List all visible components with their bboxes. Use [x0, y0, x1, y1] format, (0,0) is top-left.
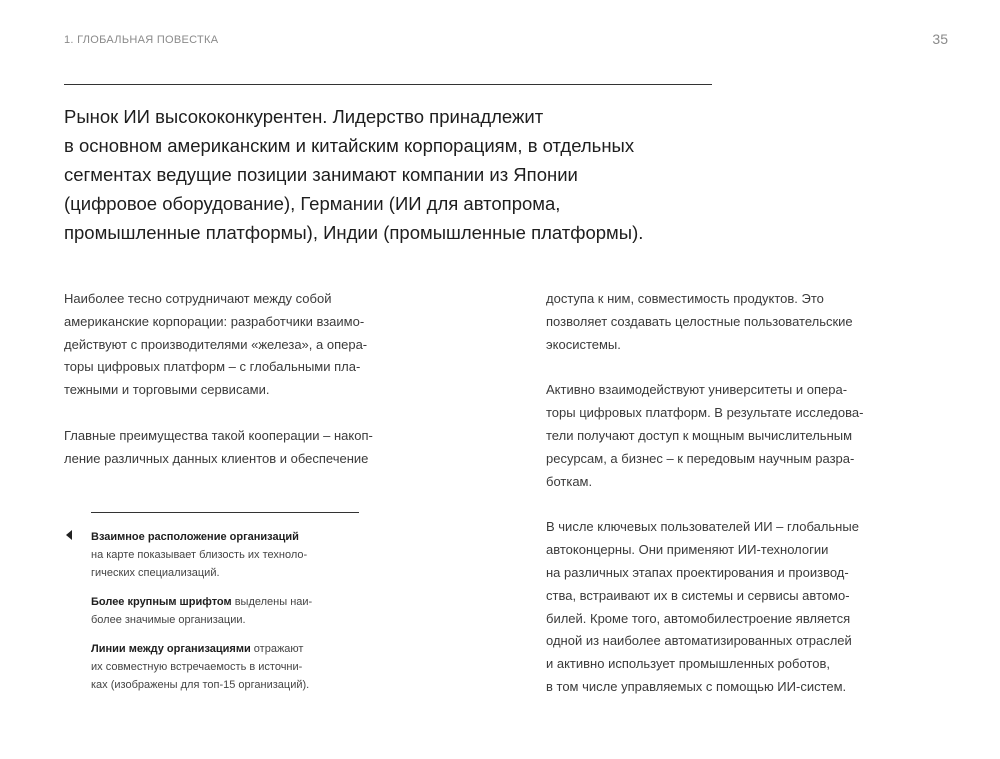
- text-line: тежными и торговыми сервисами.: [64, 382, 270, 398]
- lead-line: (цифровое оборудование), Германии (ИИ для автопрома,: [64, 193, 561, 214]
- legend-item-title: Линии между организациями: [91, 643, 251, 655]
- text-line: ление различных данных клиентов и обеспечение: [64, 450, 369, 466]
- text-line: [91, 593, 381, 611]
- text-line: ресурсам, а бизнес – к передовым научным разра-: [546, 450, 855, 466]
- text-line: гических специализаций.: [91, 567, 220, 579]
- body-paragraph: [64, 288, 464, 402]
- text-line: в том числе управляемых с помощью ИИ-систем.: [546, 678, 847, 694]
- text-line: их совместную встречаемость в источни-: [91, 661, 303, 673]
- text-line: торы цифровых платформ – с глобальными пла-: [64, 359, 361, 375]
- text-line: на карте показывает близость их техноло-: [91, 549, 308, 561]
- text-line: тели получают доступ к мощным вычислительным: [546, 427, 853, 443]
- legend-item-text: выделены наи-: [231, 596, 313, 608]
- left-column: [64, 288, 464, 494]
- text-line: на различных этапах проектирования и производ-: [546, 564, 849, 580]
- divider: [64, 84, 712, 85]
- text-line: Активно взаимодействуют университеты и опера-: [546, 382, 848, 398]
- legend-item-title: Более крупным шрифтом: [91, 596, 232, 608]
- page-number: 35: [932, 31, 948, 47]
- body-paragraph: [64, 425, 464, 471]
- legend-item: [91, 528, 381, 582]
- text-line: торы цифровых платформ. В результате исследова-: [546, 405, 864, 421]
- legend-divider: [91, 512, 359, 513]
- right-column: [546, 288, 946, 722]
- body-paragraph: [546, 288, 946, 356]
- lead-line: в основном американским и китайским корпорациям, в отдельных: [64, 135, 635, 156]
- text-line: [91, 640, 381, 658]
- lead-line: промышленные платформы), Индии (промышленные платформы).: [64, 222, 644, 243]
- legend-item-text: отражают: [250, 643, 304, 655]
- legend-item: [91, 640, 381, 694]
- text-line: действуют с производителями «железа», а опера-: [64, 336, 368, 352]
- text-line: автоконцерны. Они применяют ИИ-технологии: [546, 542, 829, 558]
- triangle-left-icon: [66, 530, 72, 540]
- text-line: билей. Кроме того, автомобилестроение является: [546, 610, 851, 626]
- text-line: ства, встраивают их в системы и сервисы автомо-: [546, 587, 850, 603]
- legend-item: [91, 593, 381, 629]
- body-paragraph: [546, 379, 946, 493]
- text-line: доступа к ним, совместимость продуктов. Это: [546, 291, 824, 306]
- map-legend: [91, 528, 381, 705]
- text-line: одной из наиболее автоматизированных отраслей: [546, 633, 852, 649]
- text-line: В числе ключевых пользователей ИИ – глобальные: [546, 519, 859, 535]
- lead-line: Рынок ИИ высококонкурентен. Лидерство принадлежит: [64, 106, 544, 127]
- text-line: и активно использует промышленных роботов,: [546, 656, 830, 672]
- text-line: американские корпорации: разработчики взаимо-: [64, 313, 365, 329]
- text-line: экосистемы.: [546, 336, 621, 352]
- body-paragraph: [546, 516, 946, 698]
- lead-line: сегментах ведущие позиции занимают компании из Японии: [64, 164, 578, 185]
- text-line: позволяет создавать целостные пользовательские: [546, 313, 853, 329]
- text-line: ках (изображены для топ-15 организаций).: [91, 679, 310, 691]
- text-line: Наиболее тесно сотрудничают между собой: [64, 291, 332, 306]
- text-line: более значимые организации.: [91, 614, 246, 626]
- lead-paragraph: [64, 102, 724, 247]
- text-line: Главные преимущества такой кооперации – накоп-: [64, 427, 373, 443]
- legend-item-title: Взаимное расположение организаций: [91, 531, 299, 543]
- text-line: боткам.: [546, 473, 593, 489]
- section-header: 1. ГЛОБАЛЬНАЯ ПОВЕСТКА: [64, 34, 219, 46]
